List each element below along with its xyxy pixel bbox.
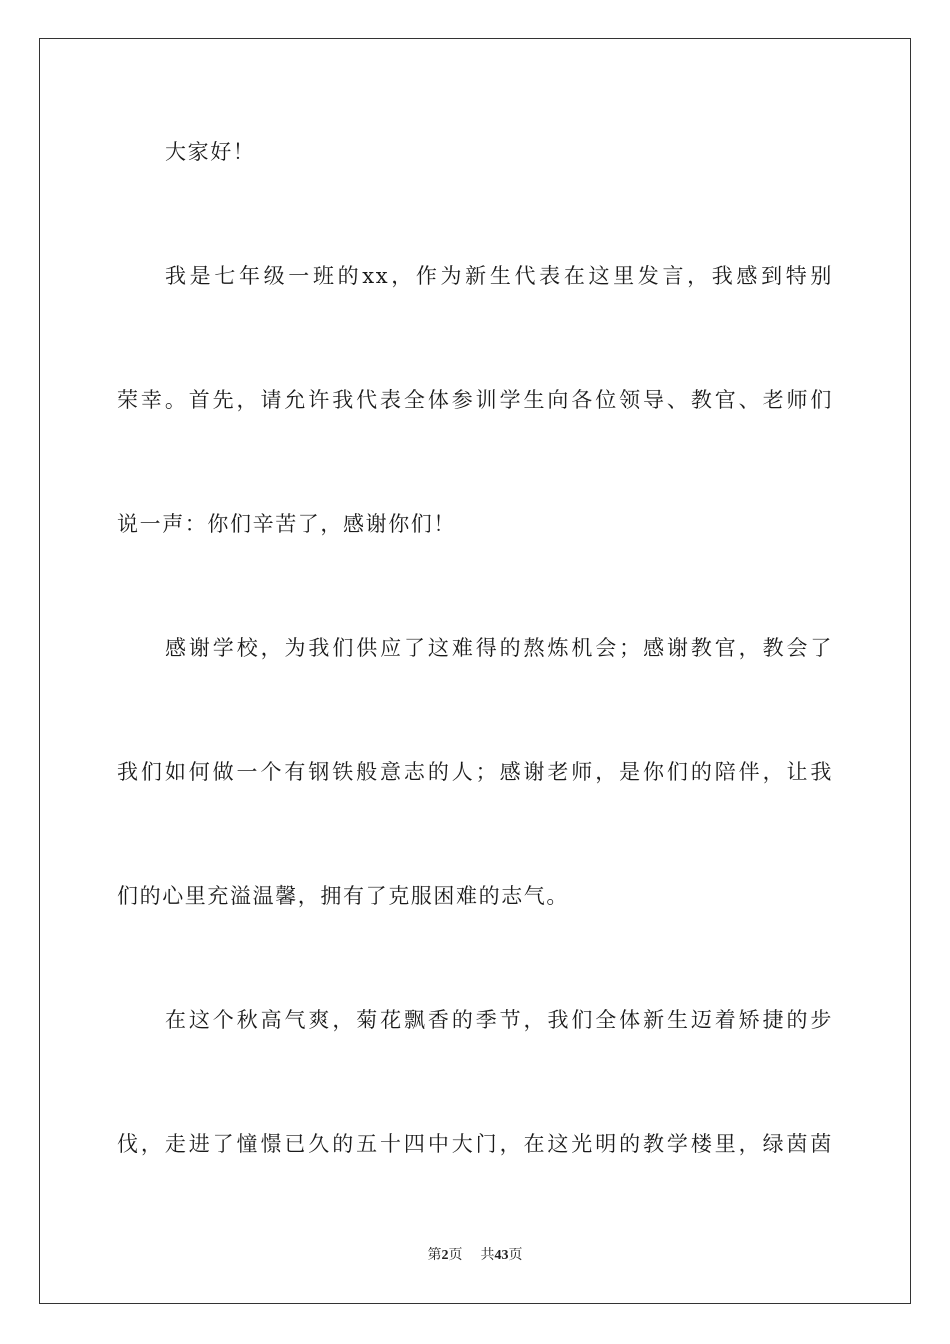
paragraph-line: 们的心里充溢温馨，拥有了克服困难的志气。 bbox=[117, 884, 569, 908]
paragraph-line: 伐，走进了憧憬已久的五十四中大门，在这光明的教学楼里，绿茵茵 bbox=[117, 1132, 833, 1156]
page-footer bbox=[0, 1247, 950, 1265]
paragraph-line: 荣幸。首先，请允许我代表全体参训学生向各位领导、教官、老师们 bbox=[117, 388, 833, 412]
paragraph-line: 我是七年级一班的xx，作为新生代表在这里发言，我感到特别 bbox=[165, 264, 833, 288]
paragraph-line-greeting: 大家好！ bbox=[165, 140, 256, 164]
page-border bbox=[39, 38, 911, 1304]
page-number-label: 第2页 bbox=[427, 1248, 463, 1263]
paragraph-line: 在这个秋高气爽，菊花飘香的季节，我们全体新生迈着矫捷的步 bbox=[165, 1008, 833, 1032]
total-pages-label: 共43页 bbox=[480, 1248, 523, 1263]
paragraph-line: 感谢学校，为我们供应了这难得的熬炼机会；感谢教官，教会了 bbox=[165, 636, 833, 660]
paragraph-line: 我们如何做一个有钢铁般意志的人；感谢老师，是你们的陪伴，让我 bbox=[117, 760, 833, 784]
paragraph-line: 说一声：你们辛苦了，感谢你们！ bbox=[117, 512, 456, 536]
